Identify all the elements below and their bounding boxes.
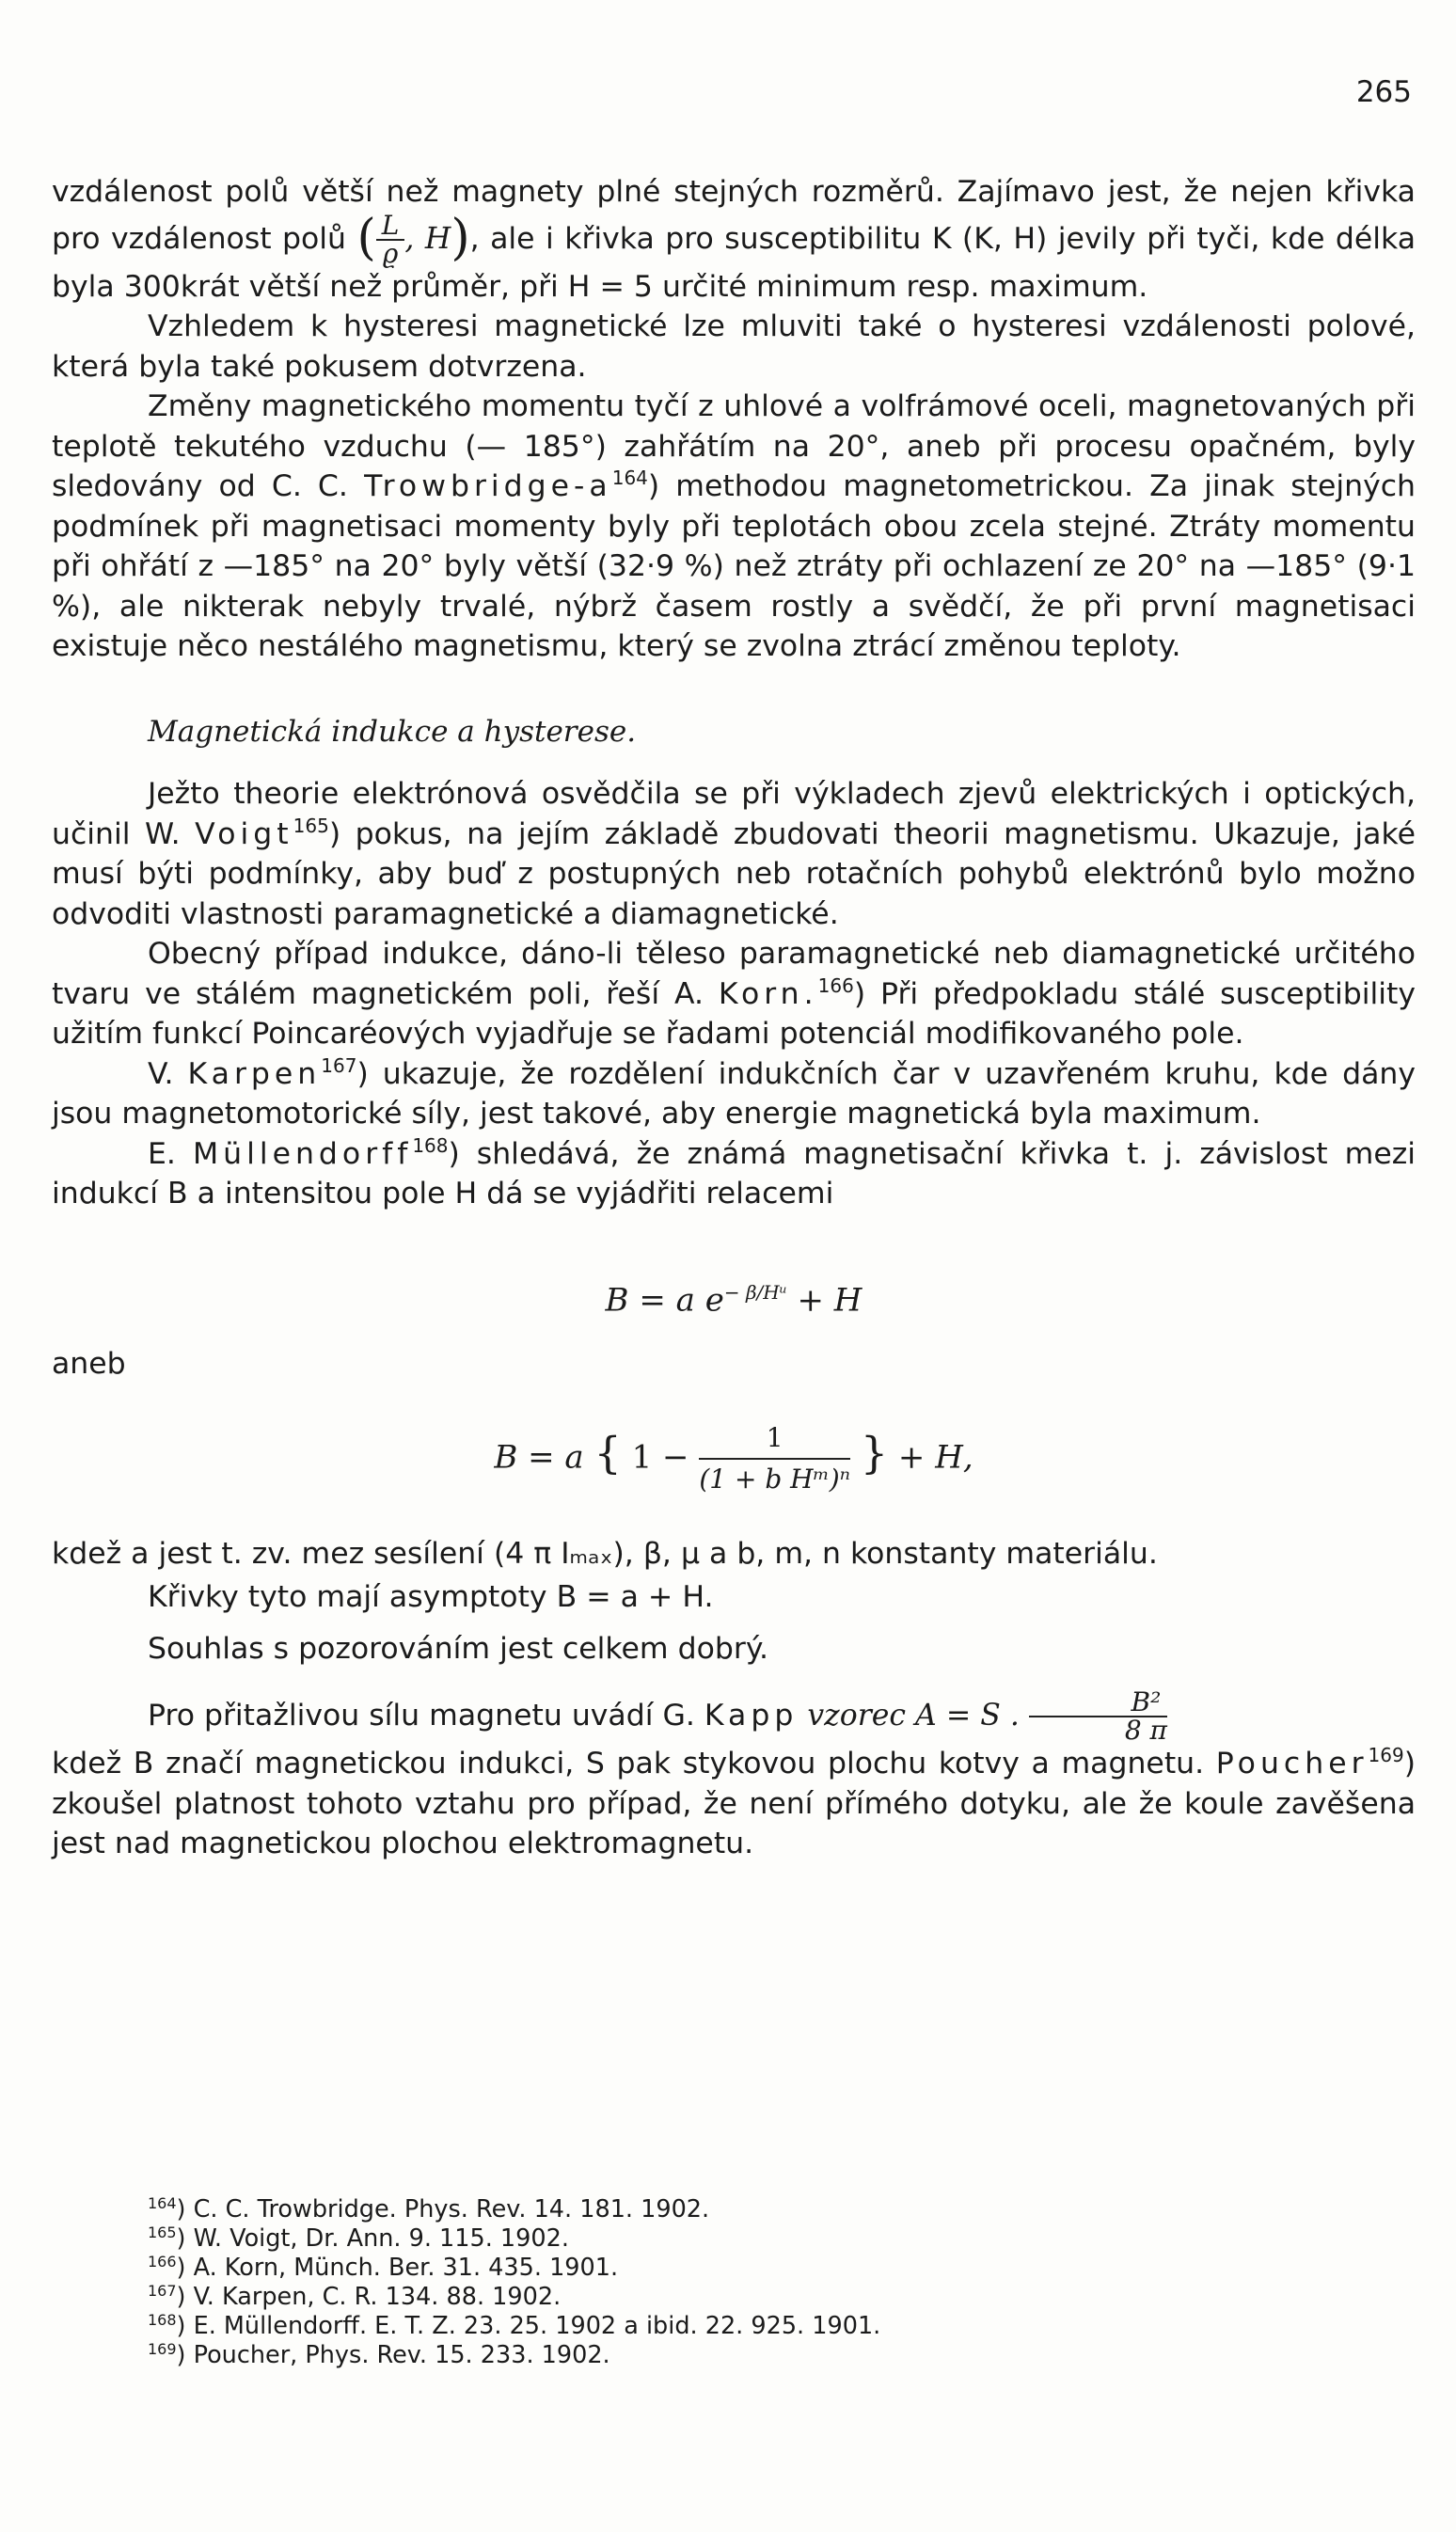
footnote-ref[interactable]: 165 [293,814,329,837]
main-text [52,172,1416,1864]
footnote-ref[interactable]: 169 [1368,1744,1404,1767]
paragraph-5: Obecný případ indukce, dáno-li těleso paramagnetické neb diamagnetické určitého tvaru ve stálém magnetickém poli, řeší A. Korn.$^{166}$) Při předpokladu stálé susceptibility užitím funkcí Poincaréových vyjadřuje se řadami potenciál modifikovaného pole. [52,937,1416,1051]
author-name: Kapp [704,1699,799,1733]
footnote-ref[interactable]: 166 [817,973,854,997]
equation-1: B = a $e^{- \beta/Hᵘ} + H$ [605,1280,863,1319]
paragraph-8: kdež a jest t. zv. mez sesílení (4 π Iₘₐₓ), β, μ a b, m, n konstanty materiálu. [52,1536,1158,1571]
fraction-b2-8pi: $\frac{\text{B²}}{8 \pi}$ [1029,1689,1167,1744]
paragraph-2: Vzhledem k hysteresi magnetické lze mluviti také o hysteresi vzdálenosti polové, která byla také pokusem dotvrzena. [52,309,1416,384]
footnote-ref[interactable]: 164 [611,467,648,489]
section-heading: Magnetická indukce a hysterese. [148,714,637,749]
paragraph-3: Změny magnetického momentu tyčí z uhlové a volfrámové oceli, magnetovaných při teplotě tekutého vzduchu (— 185°) zahřátím na 20°, aneb při procesu opačném, byly sledovány od C. C. Trowbridge-$a^{164}$) methodou magnetometrickou. Za jinak stejných podmínek při magnetisaci momenty byly při teplotách obou zcela stejné. Ztráty momentu při ohřátí z —185° na 20° byly větší (32·9 %) než ztráty při ochlazení ze 20° na —185° (9·1 %), ale nikterak nebyly trvalé, nýbrž časem rostly a svědčí, že při první magnetisaci existuje něco nestálého magnetismu, který se zvolna ztrácí změnou teploty. [52,389,1416,663]
fraction-l-rho: $\frac{L}{ϱ}$ [376,213,405,267]
equation-2: B = a { 1 − $\frac{1}{\text{(1 + b Hᵐ)ⁿ}}$ } + H, [52,1418,1416,1500]
paragraph-6: V. Karpen$^{167}$) ukazuje, že rozdělení indukčních čar v uzavřeném kruhu, kde dány jsou magnetomotorické síly, jest takové, aby energie magnetická byla maximum. [52,1053,1416,1131]
footnote: $^{168}$) E. Müllendorff. E. T. Z. 23. 25. 1902 a ibid. 22. 925. 1901. [148,2311,881,2340]
paragraph-1: vzdálenost polů větší než magnety plné stejných rozměrů. Zajímavo jest, že nejen křivka pro vzdálenost polů ( $\frac{L}{ϱ}$ , H), ale i křivka pro susceptibilitu K (K, H) jevily při tyči, kde délka byla 300krát větší než průměr, při H = 5 určité minimum resp. maximum. [52,175,1416,304]
equation-fraction: $\frac{1}{\text{(1 + b Hᵐ)ⁿ}}$ [699,1418,850,1500]
equation-exponent: − β/Hᵘ [723,1280,787,1304]
footnote: $^{165}$) W. Voigt, Dr. Ann. 9. 115. 1902. [148,2223,569,2253]
paragraph-10: Souhlas s pozorováním jest celkem dobrý. [148,1631,768,1666]
author-name: Müllendorff [192,1136,413,1171]
footnote-ref[interactable]: 167 [321,1053,357,1077]
author-name: Trowbridge-a [364,469,612,503]
footnote: $^{167}$) V. Karpen, C. R. 134. 88. 1902. [148,2282,562,2311]
author-name: Korn. [718,976,818,1011]
paragraph-11: Pro přitažlivou sílu magnetu uvádí G. Kapp vzorec A = S . $\frac{\text{B²}}{8 \pi}$ [148,1686,1167,1747]
paren-open: ( [356,209,376,266]
footnote-ref[interactable]: 168 [412,1133,449,1157]
paragraph-4: Ježto theorie elektrónová osvědčila se při výkladech zjevů elektrických i optických, učinil W. Voigt$^{165}$) pokus, na jejím základě zbudovati theorii magnetismu. Ukazuje, jaké musí býti podmínky, aby buď z postupných neb rotačních pohybů elektrónů bylo možno odvoditi vlastnosti paramagnetické a diamagnetické. [52,777,1416,931]
footnotes [148,2195,1370,2370]
aneb-label: aneb [52,1347,126,1382]
author-name: Karpen [187,1056,322,1091]
paragraph-9: Křivky tyto mají asymptoty B = a + H. [148,1580,714,1615]
footnote: $^{169}$) Poucher, Phys. Rev. 15. 233. 1902. [148,2340,610,2369]
footnote: $^{164}$) C. C. Trowbridge. Phys. Rev. 14. 181. 1902. [148,2194,710,2223]
author-name: Poucher [1215,1747,1369,1781]
paren-close: ) [451,209,470,266]
paragraph-7: E. Müllendorff$^{168}$) shledává, že známá magnetisační křivka t. j. závislost mezi indukcí B a intensitou pole H dá se vyjádřiti relacemi [52,1133,1416,1211]
paragraph-12: kdež B značí magnetickou indukci, S pak stykovou plochu kotvy a magnetu. Poucher$^{169}$) zkoušel platnost tohoto vztahu pro případ, že není přímého dotyku, ale že koule zavěšena jest nad magnetickou plochou elektromagnetu. [52,1744,1416,1861]
footnote: $^{166}$) A. Korn, Münch. Ber. 31. 435. 1901. [148,2253,619,2282]
page-number: 265 [1355,75,1412,109]
author-name: Voigt [195,816,293,851]
